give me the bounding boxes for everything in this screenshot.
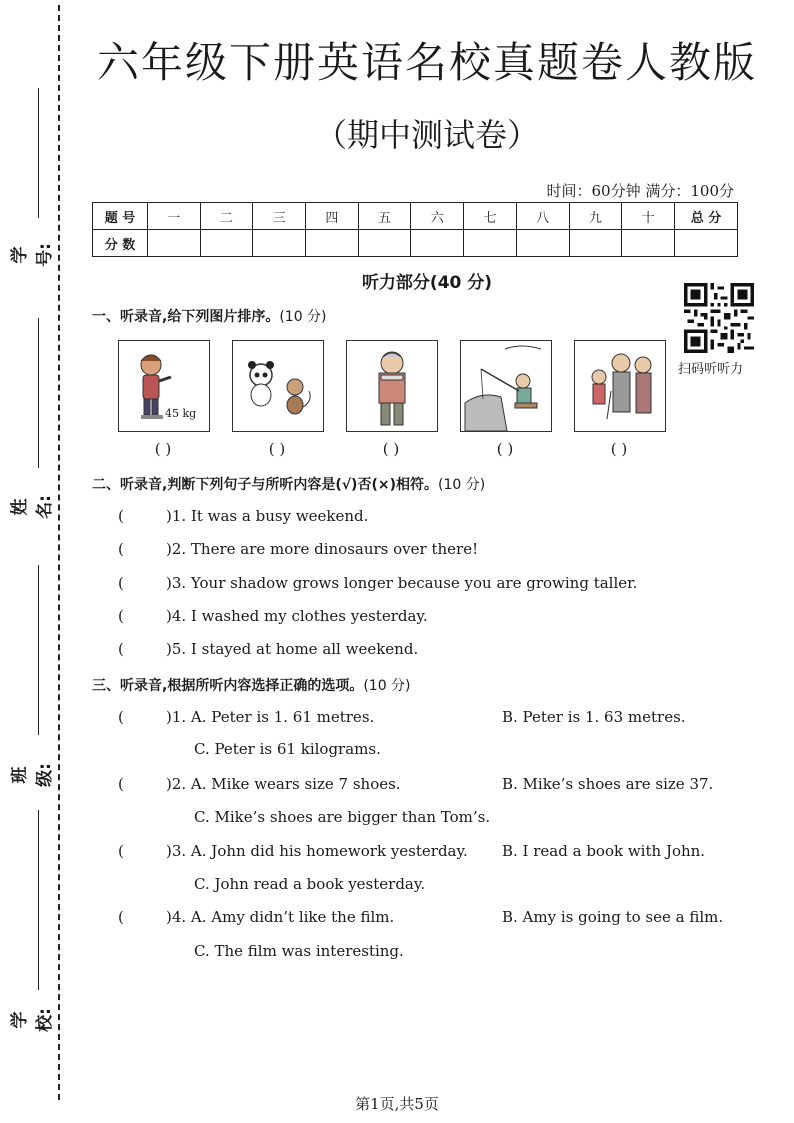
choice-q4-c: C. The film was interesting. — [194, 942, 404, 960]
answer-blank-1[interactable]: ( ) — [154, 440, 172, 458]
col-7: 七 — [464, 203, 517, 230]
score-cell[interactable] — [253, 230, 306, 257]
col-4: 四 — [306, 203, 359, 230]
judge-item-4: )4. I washed my clothes yesterday. — [166, 607, 428, 625]
class-line — [38, 565, 39, 735]
old-man-harmonica-icon — [347, 341, 437, 431]
page-footer: 第1页,共5页 — [355, 1095, 439, 1113]
answer-blank-2[interactable]: ( ) — [268, 440, 286, 458]
school-line — [38, 810, 39, 990]
score-table-score-row — [93, 230, 738, 257]
choice-q3-c: C. John read a book yesterday. — [194, 875, 426, 893]
picture-4 — [460, 340, 552, 432]
total-label: 总 分 — [675, 203, 738, 230]
score-cell[interactable] — [464, 230, 517, 257]
family-elders-icon — [575, 341, 665, 431]
judge-item-2: )2. There are more dinosaurs over there! — [166, 540, 479, 558]
col-6: 六 — [411, 203, 464, 230]
picture-5 — [574, 340, 666, 432]
question-number-label: 题 号 — [93, 203, 148, 230]
student-id-label: 学号: — [10, 243, 55, 267]
score-label: 分 数 — [93, 230, 148, 257]
choice-q1-a: )1. A. Peter is 1. 61 metres. — [166, 708, 375, 726]
answer-bracket[interactable]: ( — [118, 574, 124, 592]
listening-section-title: 听力部分(40 分) — [361, 273, 493, 293]
answer-bracket[interactable]: ( — [118, 775, 124, 793]
score-cell[interactable] — [622, 230, 675, 257]
section2-title: 二、听录音,判断下列句子与所听内容是(√)否(×)相符。(10 分) — [92, 477, 486, 493]
total-score-cell[interactable] — [675, 230, 738, 257]
choice-q3-a: )3. A. John did his homework yesterday. — [166, 842, 468, 860]
choice-q4-a: )4. A. Amy didn’t like the film. — [166, 908, 395, 926]
judge-item-1: )1. It was a busy weekend. — [166, 507, 369, 525]
page-title: 六年级下册英语名校真题卷人教版 — [96, 38, 757, 87]
answer-bracket[interactable]: ( — [118, 708, 124, 726]
score-cell[interactable] — [200, 230, 253, 257]
judge-item-5: )5. I stayed at home all weekend. — [166, 640, 419, 658]
score-cell[interactable] — [569, 230, 622, 257]
name-label: 姓名: — [10, 495, 55, 519]
picture-2 — [232, 340, 324, 432]
choice-q2-b: B. Mike’s shoes are size 37. — [502, 775, 714, 793]
answer-blank-5[interactable]: ( ) — [610, 440, 628, 458]
binding-dashed-line — [58, 5, 60, 1100]
man-fishing-icon — [461, 341, 551, 431]
answer-bracket[interactable]: ( — [118, 908, 124, 926]
score-cell[interactable] — [148, 230, 201, 257]
qr-label: 扫码听听力 — [678, 362, 744, 377]
choice-q1-b: B. Peter is 1. 63 metres. — [502, 708, 686, 726]
answer-bracket[interactable]: ( — [118, 640, 124, 658]
judge-item-3: )3. Your shadow grows longer because you are growing taller. — [166, 574, 638, 592]
answer-bracket[interactable]: ( — [118, 607, 124, 625]
answer-bracket[interactable]: ( — [118, 507, 124, 525]
choice-q1-c: C. Peter is 61 kilograms. — [194, 740, 381, 758]
choice-q4-b: B. Amy is going to see a film. — [502, 908, 724, 926]
section1-title: 一、听录音,给下列图片排序。(10 分) — [92, 309, 327, 325]
col-5: 五 — [358, 203, 411, 230]
student-id-line — [38, 88, 39, 218]
answer-bracket[interactable]: ( — [118, 842, 124, 860]
weight-caption: 45 kg — [165, 407, 197, 420]
choice-q2-a: )2. A. Mike wears size 7 shoes. — [166, 775, 401, 793]
section3-title: 三、听录音,根据所听内容选择正确的选项。(10 分) — [92, 678, 411, 694]
answer-blank-3[interactable]: ( ) — [382, 440, 400, 458]
picture-1 — [118, 340, 210, 432]
score-table-header-row — [93, 203, 738, 230]
score-cell[interactable] — [411, 230, 464, 257]
picture-3 — [346, 340, 438, 432]
answer-bracket[interactable]: ( — [118, 540, 124, 558]
choice-q3-b: B. I read a book with John. — [502, 842, 706, 860]
col-9: 九 — [569, 203, 622, 230]
score-cell[interactable] — [306, 230, 359, 257]
col-10: 十 — [622, 203, 675, 230]
score-cell[interactable] — [358, 230, 411, 257]
col-2: 二 — [200, 203, 253, 230]
col-3: 三 — [253, 203, 306, 230]
time-info: 时间：60分钟 满分：100分 — [546, 182, 734, 200]
col-8: 八 — [516, 203, 569, 230]
name-line — [38, 318, 39, 468]
page-subtitle: （期中测试卷） — [314, 116, 539, 154]
school-label: 学校: — [10, 1008, 55, 1032]
score-cell[interactable] — [516, 230, 569, 257]
answer-blank-4[interactable]: ( ) — [496, 440, 514, 458]
col-1: 一 — [148, 203, 201, 230]
score-table — [92, 202, 738, 257]
panda-monkey-icon — [233, 341, 323, 431]
class-label: 班级: — [10, 763, 55, 787]
choice-q2-c: C. Mike’s shoes are bigger than Tom’s. — [194, 808, 491, 826]
qr-code-icon[interactable] — [684, 283, 754, 353]
